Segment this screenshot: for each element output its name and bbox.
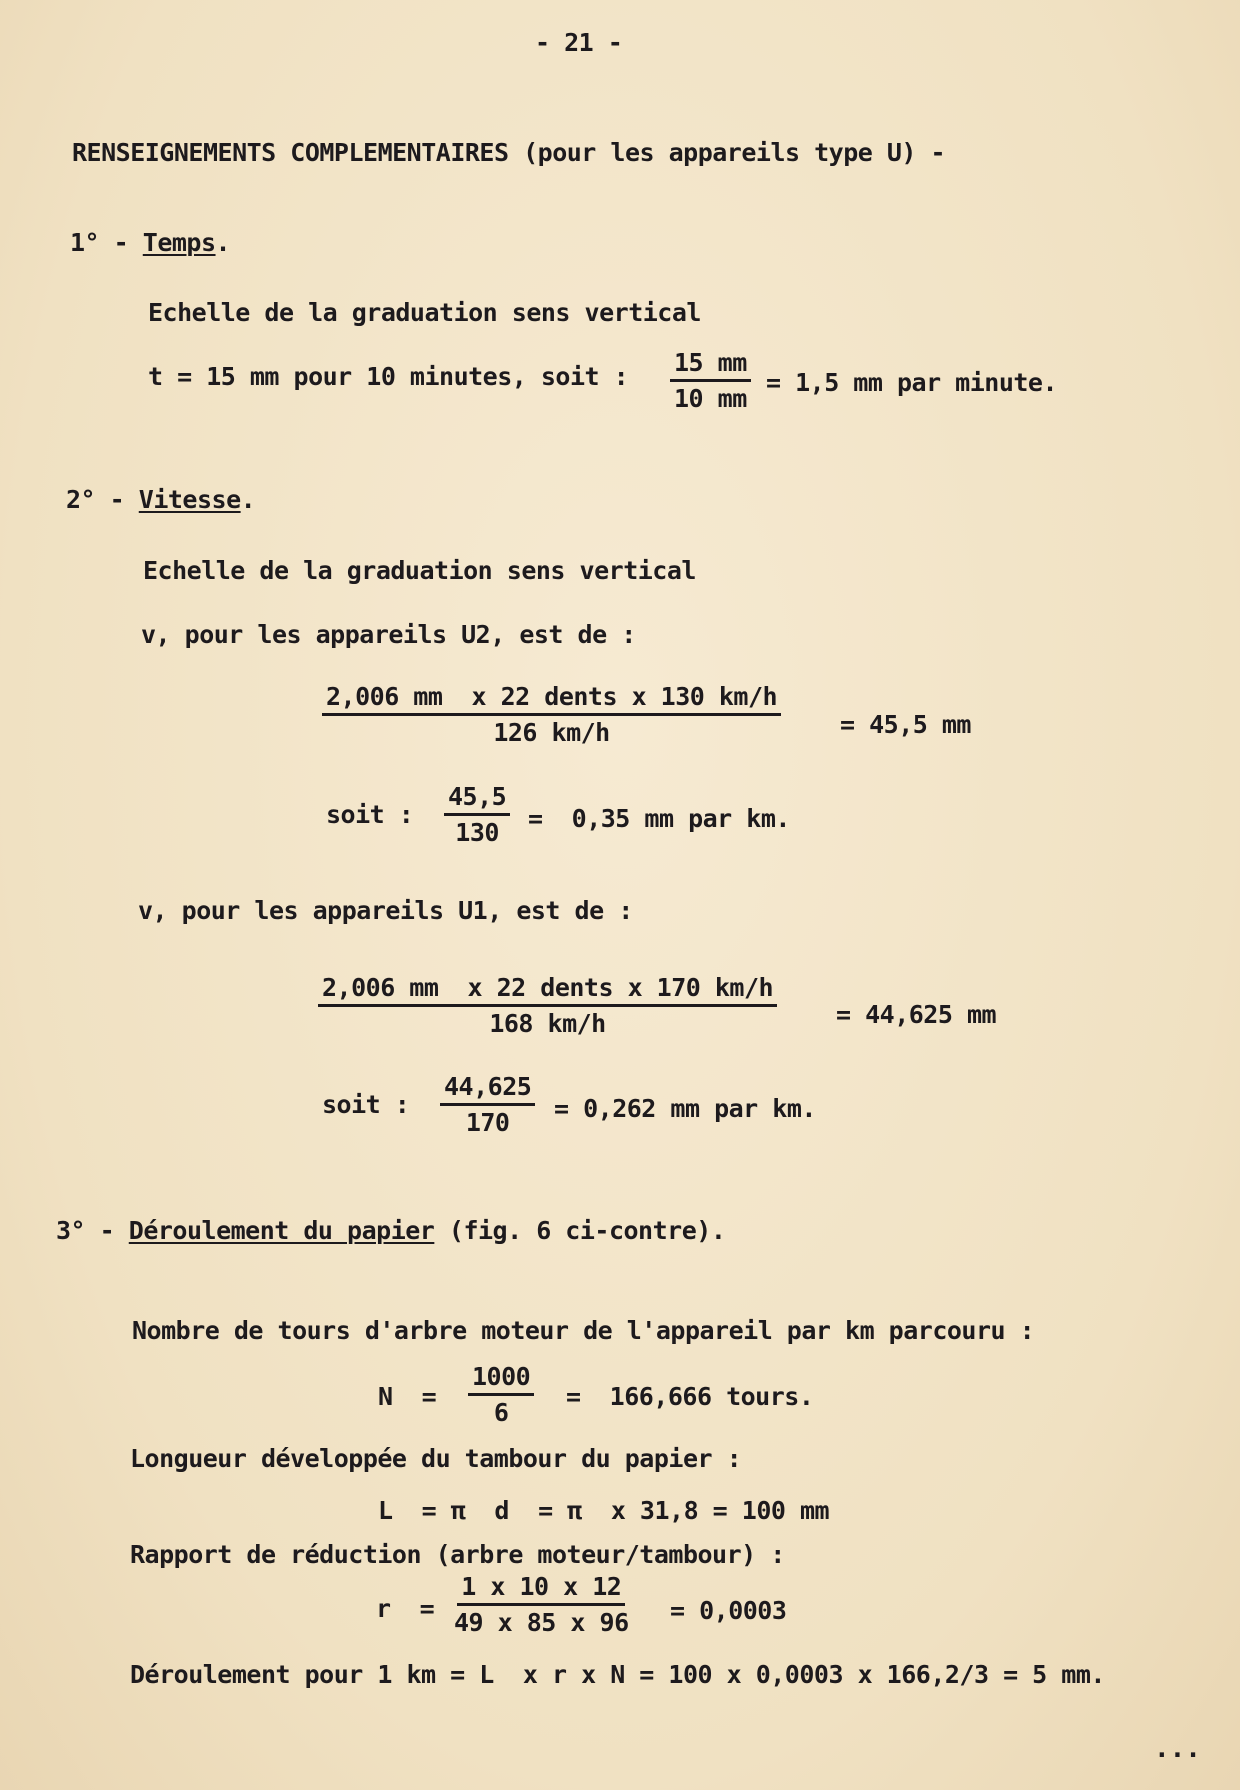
section-3-revolutions-line: Nombre de tours d'arbre moteur de l'appareil par km parcouru :: [132, 1316, 1035, 1345]
u1-per-km-fraction: [440, 1072, 535, 1137]
u2-result: = 45,5 mm: [840, 710, 971, 739]
fraction-denominator: 126 km/h: [493, 718, 610, 747]
l-formula: L = π d = π x 31,8 = 100 mm: [378, 1496, 830, 1525]
unwinding-final-formula: Déroulement pour 1 km = L x r x N = 100 x 0,0003 x 166,2/3 = 5 mm.: [130, 1660, 1105, 1689]
continuation-dots: ...: [1154, 1734, 1201, 1764]
u2-soit-label: soit :: [326, 800, 414, 829]
section-2-title: 2° - Vitesse.: [66, 485, 256, 514]
page-heading: RENSEIGNEMENTS COMPLEMENTAIRES (pour les appareils type U) -: [72, 138, 946, 167]
n-fraction: [468, 1362, 534, 1427]
fraction-denominator: 6: [493, 1398, 509, 1427]
section-1-fraction: [670, 348, 751, 413]
fraction-denominator: 49 x 85 x 96: [454, 1608, 629, 1637]
fraction-numerator: 15 mm: [670, 348, 751, 382]
u1-result: = 44,625 mm: [836, 1000, 997, 1029]
page-number: - 21 -: [535, 28, 623, 57]
r-formula-lhs: r =: [376, 1594, 435, 1623]
fraction-numerator: 1000: [468, 1362, 534, 1396]
fraction-denominator: 10 mm: [674, 384, 747, 413]
u1-per-km-result: = 0,262 mm par km.: [554, 1094, 816, 1123]
u2-per-km-result: = 0,35 mm par km.: [528, 804, 790, 833]
section-2-scale-line: Echelle de la graduation sens vertical: [143, 556, 696, 585]
u2-fraction: [322, 682, 781, 747]
u1-intro: v, pour les appareils U1, est de :: [138, 896, 633, 925]
n-formula-result: = 166,666 tours.: [566, 1382, 814, 1411]
reduction-ratio-line: Rapport de réduction (arbre moteur/tambour) :: [130, 1540, 785, 1569]
fraction-numerator: 1 x 10 x 12: [457, 1572, 625, 1606]
fraction-numerator: 45,5: [444, 782, 510, 816]
section-1-result: = 1,5 mm par minute.: [766, 368, 1058, 397]
section-3-title: 3° - Déroulement du papier (fig. 6 ci-contre).: [56, 1216, 726, 1245]
fraction-numerator: 2,006 mm x 22 dents x 130 km/h: [322, 682, 781, 716]
u2-per-km-fraction: [444, 782, 510, 847]
section-1-scale-line: Echelle de la graduation sens vertical: [148, 298, 701, 327]
u1-fraction: [318, 973, 777, 1038]
drum-length-line: Longueur développée du tambour du papier :: [130, 1444, 742, 1473]
fraction-denominator: 170: [465, 1108, 510, 1137]
n-formula-lhs: N =: [378, 1382, 437, 1411]
u2-intro: v, pour les appareils U2, est de :: [141, 620, 636, 649]
fraction-numerator: 44,625: [440, 1072, 535, 1106]
section-1-formula-intro: t = 15 mm pour 10 minutes, soit :: [148, 362, 629, 391]
fraction-denominator: 130: [455, 818, 499, 847]
u1-soit-label: soit :: [322, 1090, 410, 1119]
r-fraction: [450, 1572, 633, 1637]
section-1-title: 1° - Temps.: [70, 228, 231, 257]
r-formula-result: = 0,0003: [670, 1596, 787, 1625]
fraction-numerator: 2,006 mm x 22 dents x 170 km/h: [318, 973, 777, 1007]
fraction-denominator: 168 km/h: [489, 1009, 606, 1038]
